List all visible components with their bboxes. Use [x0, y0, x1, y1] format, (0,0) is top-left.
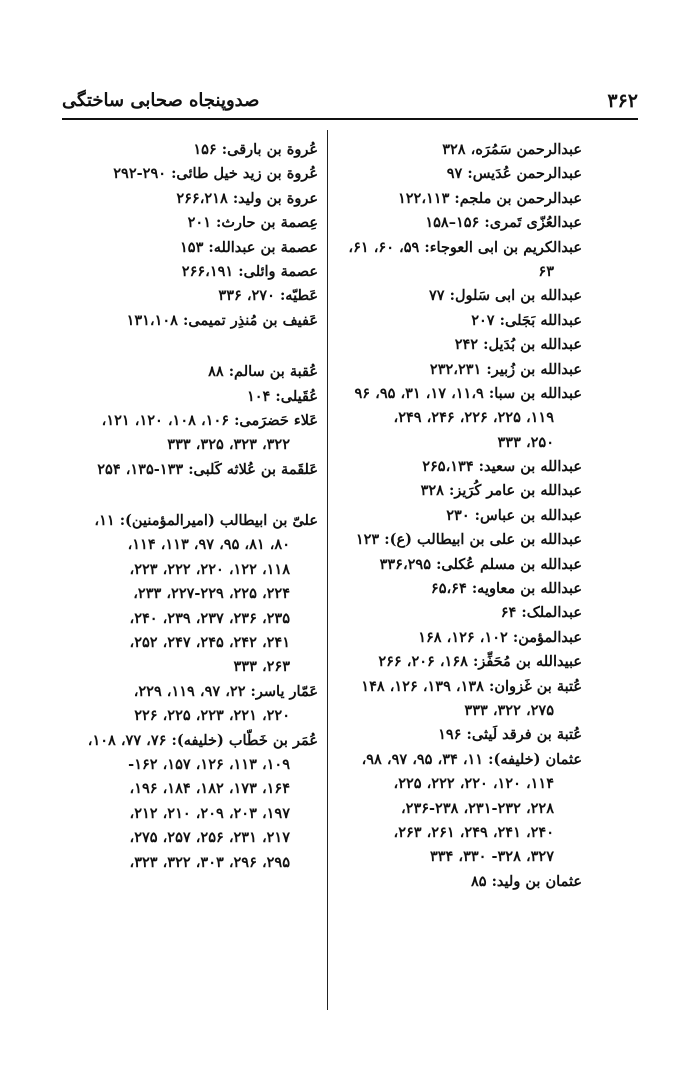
left-index-column	[87, 138, 318, 875]
index-entry-continuation: ۸۰، ۸۱، ۹۵، ۹۷، ۱۱۳، ۱۱۴،	[127, 536, 290, 554]
index-entry: عُقَیلی: ۱۰۴	[246, 387, 318, 405]
page-header	[62, 86, 638, 114]
index-entry: عبیدالله بن مُحَفِّز: ۱۶۸، ۲۰۶، ۲۶۶	[378, 653, 582, 671]
index-entry-continuation: ۱۰۹، ۱۱۳، ۱۲۶، ۱۵۷، ۱۶۲-	[128, 755, 290, 773]
index-entry: عبدالرحمن بن ملجم: ۱۲۲،۱۱۳	[397, 189, 582, 207]
index-entry: عثمان بن ولید: ۸۵	[470, 872, 582, 890]
page-number: ۳۶۲	[607, 90, 638, 112]
right-index-column	[348, 138, 582, 894]
index-entry: عبدالله بن عامر کُرَیز: ۳۲۸	[420, 482, 582, 500]
index-entry: عَفیف بن مُنذِر تمیمی: ۱۳۱،۱۰۸	[126, 311, 318, 329]
index-entry-continuation: ۲۲۸، ۲۳۱-۲۳۲، ۲۳۶-۲۳۸،	[400, 799, 554, 817]
index-entry-continuation: ۲۳۵، ۲۳۶، ۲۳۷، ۲۳۹، ۲۴۰،	[129, 609, 290, 627]
index-entry: عَمّار یاسر: ۲۲، ۹۷، ۱۱۹، ۲۲۹،	[133, 682, 318, 700]
index-entry: علیّ بن ابیطالب (امیرالمؤمنین): ۱۱،	[94, 512, 318, 530]
index-entry: عبدالرحمن عُدَیس: ۹۷	[446, 165, 582, 183]
index-entry-continuation: ۲۶۳، ۳۳۳	[233, 658, 290, 676]
index-entry-continuation: ۱۱۴، ۱۲۰، ۲۲۰، ۲۲۲، ۲۲۵،	[393, 775, 554, 793]
index-entry: عروة بن ولید: ۲۶۶،۲۱۸	[176, 189, 318, 207]
index-entry: عبدالله بن سعید: ۲۶۵،۱۳۴	[422, 458, 582, 476]
index-entry-continuation: ۲۴۱، ۲۴۲، ۲۴۵، ۲۴۷، ۲۵۲،	[129, 634, 290, 652]
index-entry-continuation: ۲۹۵، ۲۹۶، ۳۰۳، ۳۲۲، ۳۲۳،	[129, 853, 290, 871]
index-entry: عُروة بن بارقی: ۱۵۶	[193, 141, 318, 158]
index-entry-continuation: ۲۲۰، ۲۲۱، ۲۲۳، ۲۲۵، ۲۲۶	[134, 707, 290, 725]
index-entry: عبدالله بن سبا: ۱۱،۹، ۱۷، ۳۱، ۹۵، ۹۶	[354, 384, 582, 402]
index-entry-continuation: ۲۱۷، ۲۳۱، ۲۵۶، ۲۵۷، ۲۷۵،	[129, 829, 290, 847]
index-entry-continuation: ۱۱۸، ۱۲۲، ۲۲۰، ۲۲۲، ۲۲۳،	[129, 560, 290, 578]
index-entry-continuation: ۱۶۴، ۱۷۳، ۱۸۲، ۱۸۴، ۱۹۶،	[129, 780, 290, 798]
index-entry-continuation: ۶۳	[538, 262, 554, 280]
group-gap	[90, 333, 318, 360]
index-entry: عثمان (خلیفه): ۱۱، ۳۴، ۹۵، ۹۷، ۹۸،	[361, 750, 582, 768]
index-entry: عُتبة بن فرقد لَیثی: ۱۹۶	[438, 726, 582, 744]
column-divider	[327, 130, 328, 1010]
index-entry: عبدالله بن زُبیر: ۲۳۲،۲۳۱	[429, 360, 582, 378]
index-entry-continuation: ۱۱۹، ۲۲۵، ۲۲۶، ۲۴۶، ۲۴۹،	[393, 409, 554, 427]
index-entry: عبدالله بَجَلی: ۲۰۷	[471, 311, 582, 329]
header-rule	[62, 118, 638, 120]
index-entry: عَلقَمة بن عُلاثه کَلبی: ۱۳۳-۱۳۵، ۲۵۴	[97, 460, 318, 478]
index-entry-continuation: ۱۹۷، ۲۰۳، ۲۰۹، ۲۱۰، ۲۱۲،	[129, 804, 290, 822]
index-entry-continuation: ۳۲۲، ۳۲۳، ۳۲۵، ۳۳۳	[167, 436, 290, 454]
index-entry: عبدالله بن عباس: ۲۳۰	[446, 506, 582, 524]
index-entry: عصمة وائلی: ۲۶۶،۱۹۱	[181, 262, 318, 280]
running-title: صدوپنجاه صحابی ساختگی	[62, 90, 260, 111]
index-entry: عُروة بن زید خیل طائی: ۲۹۰-۲۹۲	[113, 165, 318, 183]
index-entry: عصمة بن عبدالله: ۱۵۳	[180, 238, 318, 256]
index-entry: عبدالله بن مسلم عُکلی: ۳۳۶،۲۹۵	[379, 555, 582, 573]
index-entry: عبدالرحمن سَمُرَه، ۳۲۸	[442, 141, 582, 158]
index-group-urwa	[90, 138, 318, 333]
index-entry-continuation: ۳۲۷، ۳۲۸- ۳۳۰، ۳۳۴	[429, 848, 554, 866]
index-entry-continuation: ۲۷۵، ۳۲۲، ۳۳۳	[464, 701, 554, 719]
index-entry: عبدالله بن معاویه: ۶۵،۶۴	[430, 580, 582, 598]
index-entry: عُمَر بن خَطّاب (خلیفه): ۷۶، ۷۷، ۱۰۸،	[87, 731, 318, 749]
index-entry: عبدالله بن بُدَیل: ۲۴۲	[454, 336, 582, 354]
index-entry-continuation: ۲۲۴، ۲۲۵، ۲۲۷-۲۲۹، ۲۳۳،	[133, 585, 290, 603]
index-entry-continuation: ۲۵۰، ۳۳۳	[497, 433, 554, 451]
index-group-ali	[87, 509, 318, 875]
index-entry: عبدالله بن علی بن ابیطالب (ع): ۱۲۳	[355, 531, 582, 549]
index-entry: عِصمة بن حارث: ۲۰۱	[187, 214, 318, 232]
index-entry: عبدالمؤمن: ۱۰۲، ۱۲۶، ۱۶۸	[418, 628, 582, 646]
index-entry: عَلاء حَضرَمی: ۱۰۶، ۱۰۸، ۱۲۰، ۱۲۱،	[101, 411, 318, 429]
index-entry: عبدالملک: ۶۴	[500, 604, 582, 622]
index-group-uqba	[90, 360, 318, 482]
index-entry: عُقبة بن سالم: ۸۸	[208, 363, 318, 381]
index-entry: عبدالعُزّی تَمری: ۱۵۶–۱۵۸	[425, 214, 582, 232]
group-gap	[90, 482, 318, 509]
index-entry: عُتبة بن غَزوان: ۱۳۸، ۱۳۹، ۱۲۶، ۱۴۸	[361, 677, 582, 695]
index-entry: عبدالله بن ابی سَلول: ۷۷	[429, 287, 582, 305]
index-entry: عبدالکریم بن ابی العوجاء: ۵۹، ۶۰، ۶۱،	[348, 238, 582, 256]
index-entry-continuation: ۲۴۰، ۲۴۱، ۲۴۹، ۲۶۱، ۲۶۳،	[393, 823, 554, 841]
index-entry: عَطیّه: ۲۷۰، ۳۳۶	[218, 287, 318, 305]
